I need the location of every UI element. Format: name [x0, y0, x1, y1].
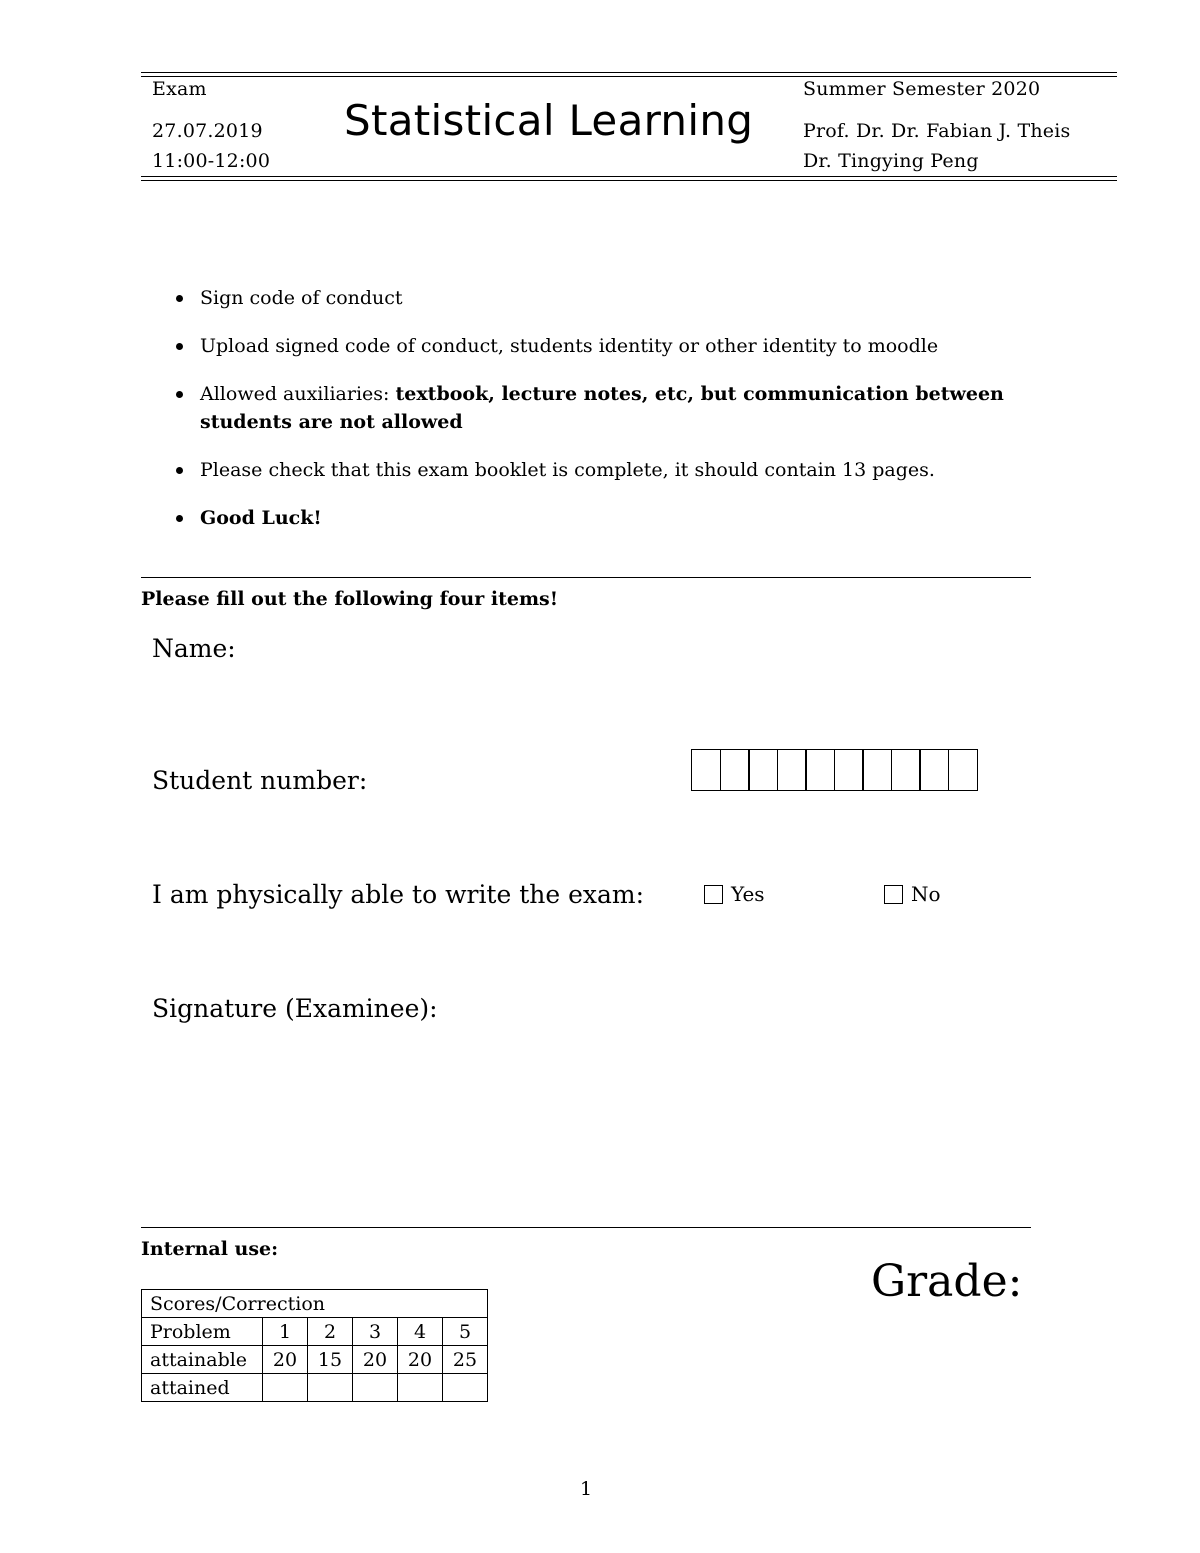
- yes-option[interactable]: [704, 882, 765, 906]
- student-number-digit-box[interactable]: [891, 749, 921, 791]
- table-row-attainable: [142, 1346, 488, 1374]
- student-number-digit-box[interactable]: [834, 749, 864, 791]
- instruction-text: Allowed auxiliaries:: [200, 383, 396, 405]
- header-bottom-rule: [141, 176, 1117, 177]
- student-number-field[interactable]: [691, 749, 978, 791]
- physically-able-label: I am physically able to write the exam:: [152, 880, 645, 909]
- table-row-problem: [142, 1318, 488, 1346]
- instructions-list: [176, 284, 1036, 532]
- instruction-item: [176, 504, 1036, 532]
- problem-cell: 1: [263, 1318, 308, 1346]
- instruction-item: [176, 456, 1036, 484]
- form-heading: Please fill out the following four items!: [141, 588, 559, 610]
- student-number-digit-box[interactable]: [748, 749, 778, 791]
- yes-checkbox[interactable]: [704, 885, 723, 904]
- attainable-cell: 25: [443, 1346, 488, 1374]
- problem-cell: 5: [443, 1318, 488, 1346]
- header-top-rule-2: [141, 76, 1117, 77]
- exam-date: 27.07.2019: [152, 120, 263, 142]
- problem-cell: 2: [308, 1318, 353, 1346]
- instruction-text: Please check that this exam booklet is complete, it should contain 13 pages.: [200, 459, 935, 481]
- attained-cell[interactable]: [308, 1374, 353, 1402]
- instruction-item: [176, 284, 1036, 312]
- semester: Summer Semester 2020: [803, 78, 1041, 100]
- attained-cell[interactable]: [443, 1374, 488, 1402]
- header-top-rule: [141, 72, 1117, 73]
- name-label: Name:: [152, 634, 236, 663]
- instruction-text: Sign code of conduct: [200, 287, 403, 309]
- exam-title: Statistical Learning: [344, 96, 754, 145]
- header-bottom-rule-2: [141, 180, 1117, 181]
- yes-label: Yes: [731, 882, 765, 906]
- bullet-icon: [176, 295, 183, 302]
- problem-cell: 4: [398, 1318, 443, 1346]
- attainable-cell: 15: [308, 1346, 353, 1374]
- row-label: attainable: [142, 1346, 263, 1374]
- grade-label: Grade:: [871, 1256, 1023, 1307]
- internal-divider: [141, 1227, 1031, 1228]
- instruction-text: Upload signed code of conduct, students identity or other identity to moodle: [200, 335, 939, 357]
- table-title-row: [142, 1290, 488, 1318]
- page-number: 1: [579, 1478, 593, 1500]
- row-label: Problem: [142, 1318, 263, 1346]
- scores-table: [141, 1289, 488, 1402]
- bullet-icon: [176, 467, 183, 474]
- exam-time: 11:00-12:00: [152, 150, 271, 172]
- attainable-cell: 20: [398, 1346, 443, 1374]
- row-label: attained: [142, 1374, 263, 1402]
- student-number-digit-box[interactable]: [691, 749, 721, 791]
- attainable-cell: 20: [353, 1346, 398, 1374]
- instruction-item: [176, 332, 1036, 360]
- professor-name: Prof. Dr. Dr. Fabian J. Theis: [803, 120, 1071, 142]
- attained-cell[interactable]: [353, 1374, 398, 1402]
- no-option[interactable]: [884, 882, 941, 906]
- student-number-digit-box[interactable]: [948, 749, 978, 791]
- attained-cell[interactable]: [398, 1374, 443, 1402]
- student-number-digit-box[interactable]: [777, 749, 807, 791]
- attained-cell[interactable]: [263, 1374, 308, 1402]
- form-divider: [141, 577, 1031, 578]
- instruction-item: [176, 380, 1036, 436]
- student-number-label: Student number:: [152, 766, 368, 795]
- problem-cell: 3: [353, 1318, 398, 1346]
- student-number-digit-box[interactable]: [720, 749, 750, 791]
- signature-label: Signature (Examinee):: [152, 994, 438, 1023]
- table-title: Scores/Correction: [142, 1290, 488, 1318]
- bullet-icon: [176, 343, 183, 350]
- internal-heading: Internal use:: [141, 1238, 279, 1260]
- table-row-attained: [142, 1374, 488, 1402]
- assistant-name: Dr. Tingying Peng: [803, 150, 979, 172]
- instruction-text: Good Luck!: [200, 507, 322, 529]
- bullet-icon: [176, 391, 183, 398]
- student-number-digit-box[interactable]: [919, 749, 949, 791]
- no-label: No: [911, 882, 941, 906]
- instruction-text-bold: textbook, lecture notes, etc, but communication between students are not allowed: [200, 383, 1004, 433]
- no-checkbox[interactable]: [884, 885, 903, 904]
- student-number-digit-box[interactable]: [862, 749, 892, 791]
- bullet-icon: [176, 515, 183, 522]
- student-number-digit-box[interactable]: [805, 749, 835, 791]
- attainable-cell: 20: [263, 1346, 308, 1374]
- exam-label: Exam: [152, 78, 207, 100]
